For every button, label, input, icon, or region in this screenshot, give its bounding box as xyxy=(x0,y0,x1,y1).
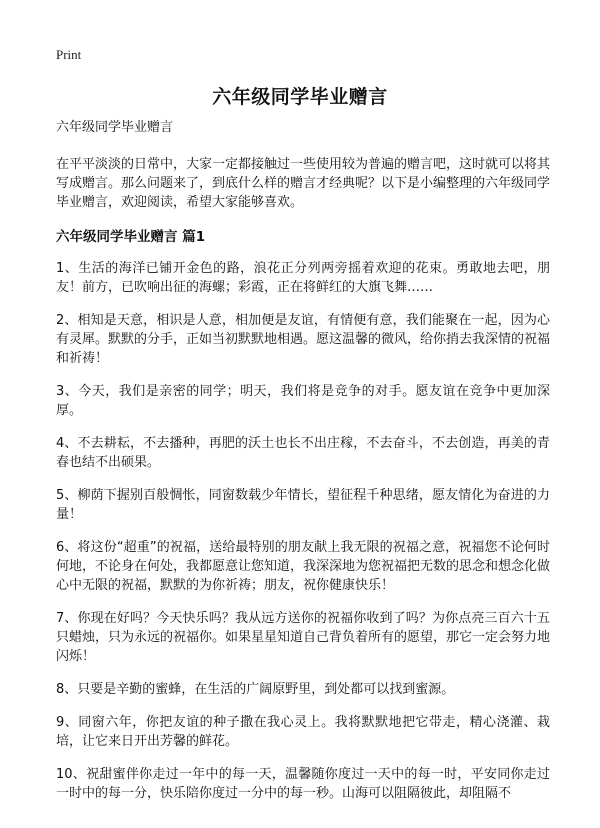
list-item: 5、柳荫下握别百般惆怅，同窗数载少年情长，望征程千种思绪，愿友情化为奋进的力量！ xyxy=(56,488,550,522)
section-heading: 六年级同学毕业赠言 篇1 xyxy=(56,229,206,245)
list-item: 3、今天，我们是亲密的同学；明天，我们将是竞争的对手。愿友谊在竞争中更加深厚。 xyxy=(56,384,550,418)
article-subtitle: 六年级同学毕业赠言 xyxy=(56,120,174,135)
list-item: 4、不去耕耘，不去播种，再肥的沃土也长不出庄稼，不去奋斗，不去创造，再美的青春也结不出硕果。 xyxy=(56,436,550,470)
list-item: 1、生活的海洋已铺开金色的路，浪花正分列两旁摇着欢迎的花束。勇敢地去吧，朋友！前方，已吹响出征的海螺；彩霞，正在将鲜红的大旗飞舞…… xyxy=(56,261,550,295)
article-body xyxy=(56,118,550,817)
print-link[interactable]: Print xyxy=(56,47,82,62)
intro-paragraph: 在平平淡淡的日常中，大家一定都接触过一些使用较为普遍的赠言吧，这时就可以将其写成赠言。那么问题来了，到底什么样的赠言才经典呢？以下是小编整理的六年级同学毕业赠言，欢迎阅读，希望大家能够喜欢。 xyxy=(56,157,551,210)
list-item: 8、只要是辛勤的蜜蜂，在生活的广阔原野里，到处都可以找到蜜源。 xyxy=(56,682,455,697)
list-item: 7、你现在好吗？今天快乐吗？我从远方送你的祝福你收到了吗？为你点亮三百六十五只蜡烛，只为永远的祝福你。如果星星知道自己背负着所有的愿望，那它一定会努力地闪烁！ xyxy=(56,611,551,664)
list-item: 10、祝甜蜜伴你走过一年中的每一天，温馨随你度过一天中的每一时，平安同你走过一时中的每一分，快乐陪你度过一分中的每一秒。山海可以阻隔彼此，却阻隔不 xyxy=(56,767,550,801)
list-item: 6、将这份“超重”的祝福，送给最特别的朋友献上我无限的祝福之意，祝福您不论何时何地，不论身在何处，我都愿意让您知道，我深深地为您祝福把无数的思念和想念化做心中无限的祝福，默默的为你祈祷；朋友，祝你健康快乐！ xyxy=(56,540,551,593)
page-title: 六年级同学毕业赠言 xyxy=(212,86,388,108)
list-item: 2、相知是天意，相识是人意，相加便是友谊，有情便有意，我们能聚在一起，因为心有灵犀。默默的分手，正如当初默默地相遇。愿这温馨的微风，给你捎去我深情的祝福和祈祷！ xyxy=(56,313,551,366)
list-item: 9、同窗六年，你把友谊的种子撒在我心灵上。我将默默地把它带走，精心浇灌、栽培，让它来日开出芳馨的鲜花。 xyxy=(56,715,550,749)
